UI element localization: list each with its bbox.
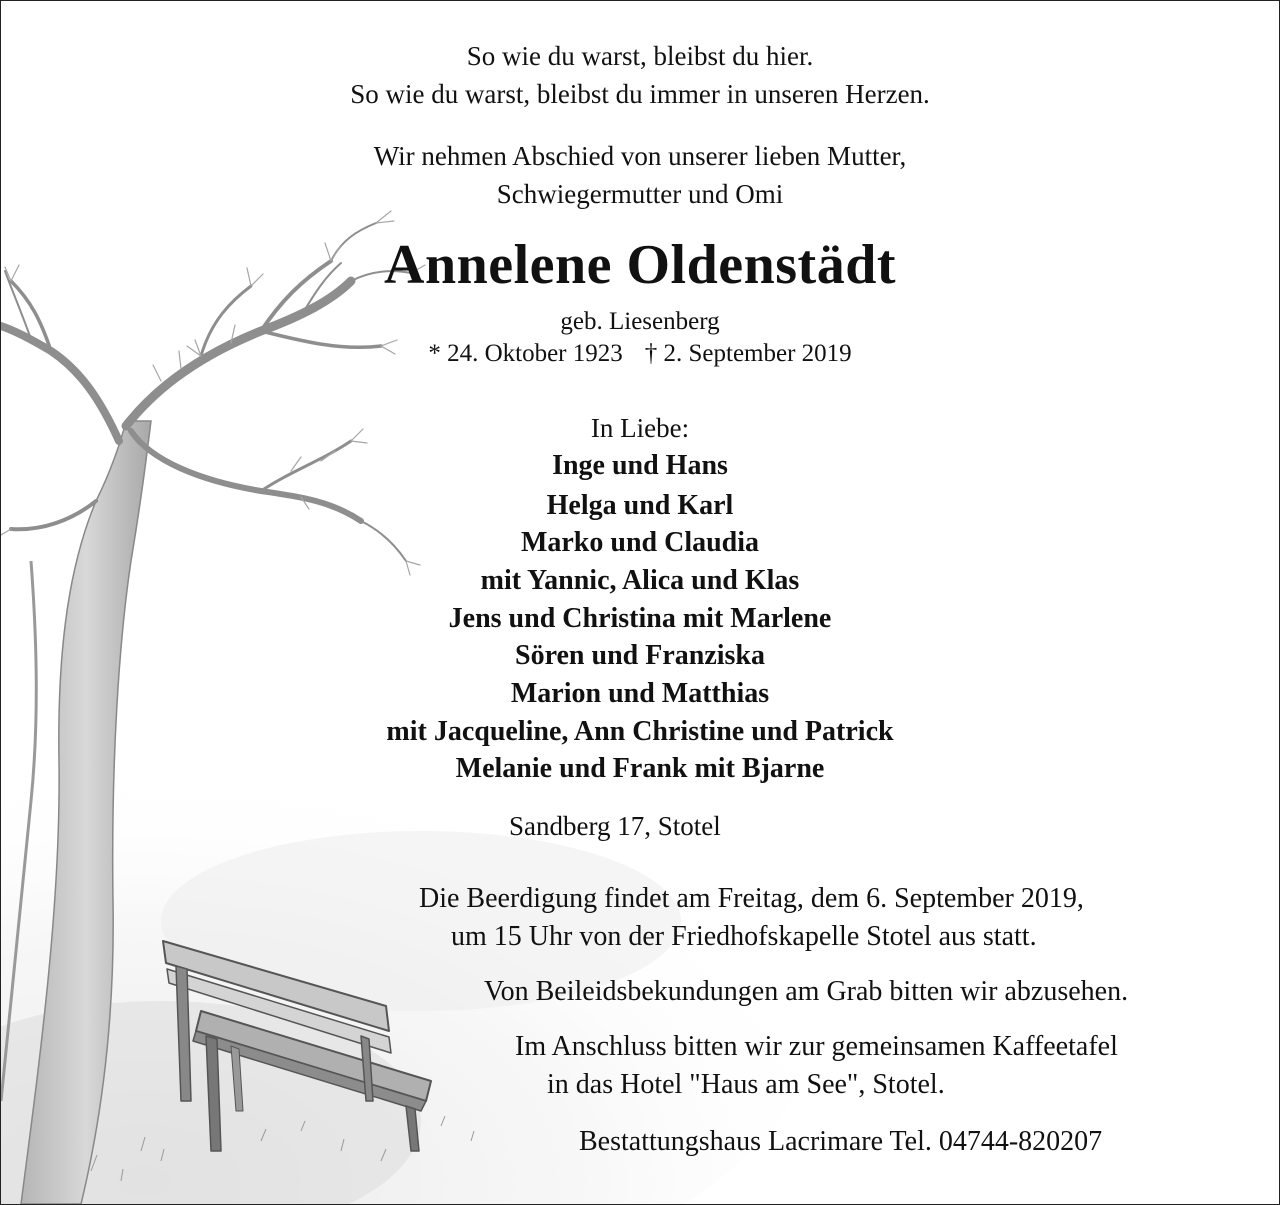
mourner-line: Melanie und Frank mit Bjarne (455, 753, 825, 784)
life-dates (1, 340, 1279, 368)
mourner-line: mit Yannic, Alica und Klas (480, 565, 800, 596)
coffee-line-1: Im Anschluss bitten wir zur gemeinsamen Kaffeetafel (515, 1031, 1118, 1062)
mourner-line: Sören und Franziska (515, 640, 765, 671)
coffee-line-2: in das Hotel "Haus am See", Stotel. (547, 1069, 945, 1100)
intro-line-1: Wir nehmen Abschied von unserer lieben Mutter, (373, 141, 907, 171)
undertaker-contact: Bestattungshaus Lacrimare Tel. 04744-820207 (579, 1126, 1103, 1157)
funeral-line-2: um 15 Uhr von der Friedhofskapelle Stotel aus statt. (451, 921, 1037, 952)
funeral-line-1: Die Beerdigung findet am Freitag, dem 6. September 2019, (419, 883, 1084, 914)
death-date: † 2. September 2019 (644, 340, 852, 367)
deceased-name: Annelene Oldenstädt (384, 234, 896, 296)
family-address: Sandberg 17, Stotel (509, 811, 721, 841)
verse-line-2: So wie du warst, bleibst du immer in unseren Herzen. (350, 79, 930, 109)
mourners-heading: In Liebe: (590, 413, 690, 443)
birth-date: * 24. Oktober 1923 (428, 340, 623, 367)
mourner-line: Jens und Christina mit Marlene (448, 603, 832, 634)
mourner-line: Helga und Karl (546, 490, 734, 521)
mourner-line: Inge und Hans (552, 450, 728, 481)
condolences-note: Von Beileidsbekundungen am Grab bitten wir abzusehen. (484, 976, 1129, 1007)
verse-line-1: So wie du warst, bleibst du hier. (466, 41, 814, 71)
birth-name: geb. Liesenberg (560, 308, 720, 335)
intro-line-2: Schwiegermutter und Omi (496, 179, 784, 209)
mourner-line: Marion und Matthias (510, 678, 770, 709)
mourner-line: mit Jacqueline, Ann Christine und Patrick (386, 716, 894, 747)
mourner-line: Marko und Claudia (520, 527, 760, 558)
